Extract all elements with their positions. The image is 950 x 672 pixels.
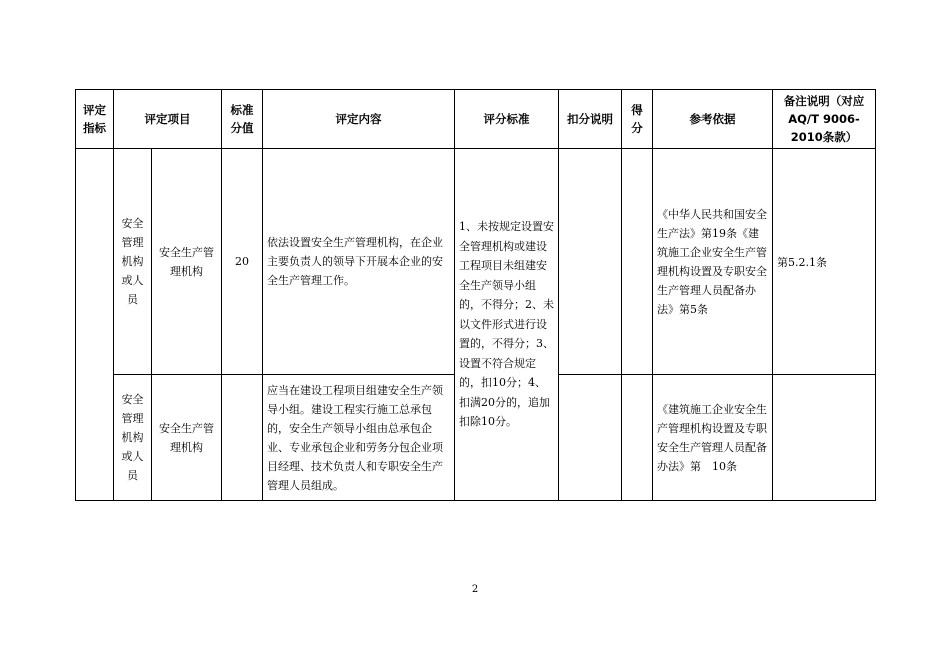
header-points: 得分	[622, 90, 653, 149]
content-cell: 应当在建设工程项目组建安全生产领导小组。建设工程实行施工总承包的，安全生产领导小组由总承包企业、专业承包企业和劳务分包企业项目经理、技术负责人和专职安全生产管理人员组成。	[263, 375, 455, 501]
header-reference: 参考依据	[653, 90, 773, 149]
reference-cell: 《建筑施工企业安全生产管理机构设置及专职安全生产管理人员配备办法》第 10条	[653, 375, 773, 501]
evaluation-table	[75, 89, 876, 501]
remark-cell	[773, 375, 876, 501]
sub-indicator-cell: 安全管理机构或人员	[114, 375, 152, 501]
item-cell: 安全生产管理机构	[152, 375, 222, 501]
item-cell: 安全生产管理机构	[152, 149, 222, 375]
header-item: 评定项目	[114, 90, 222, 149]
table-row	[76, 149, 876, 375]
header-content: 评定内容	[263, 90, 455, 149]
header-criteria: 评分标准	[455, 90, 559, 149]
header-row	[76, 90, 876, 149]
page-number: 2	[471, 584, 479, 595]
points-cell	[622, 149, 653, 375]
header-deduction: 扣分说明	[559, 90, 622, 149]
header-indicator: 评定指标	[76, 90, 114, 149]
points-cell	[622, 375, 653, 501]
deduction-cell	[559, 149, 622, 375]
score-cell	[222, 375, 263, 501]
deduction-cell	[559, 375, 622, 501]
header-score: 标准分值	[222, 90, 263, 149]
score-cell: 20	[222, 149, 263, 375]
criteria-cell: 1、未按规定设置安全管理机构或建设工程项目未组建安全生产领导小组的，不得分；2、未以文件形式进行设置的，不得分；3、设置不符合规定的，扣10分；4、扣满20分的，追加扣除10分。	[455, 149, 559, 501]
content-cell: 依法设置安全生产管理机构，在企业主要负责人的领导下开展本企业的安全生产管理工作。	[263, 149, 455, 375]
remark-cell: 第5.2.1条	[773, 149, 876, 375]
indicator-cell	[76, 149, 114, 501]
reference-cell: 《中华人民共和国安全生产法》第19条《建筑施工企业安全生产管理机构设置及专职安全生产管理人员配备办法》第5条	[653, 149, 773, 375]
header-remark: 备注说明（对应AQ/T 9006-2010条款）	[773, 90, 876, 149]
sub-indicator-cell: 安全管理机构或人员	[114, 149, 152, 375]
